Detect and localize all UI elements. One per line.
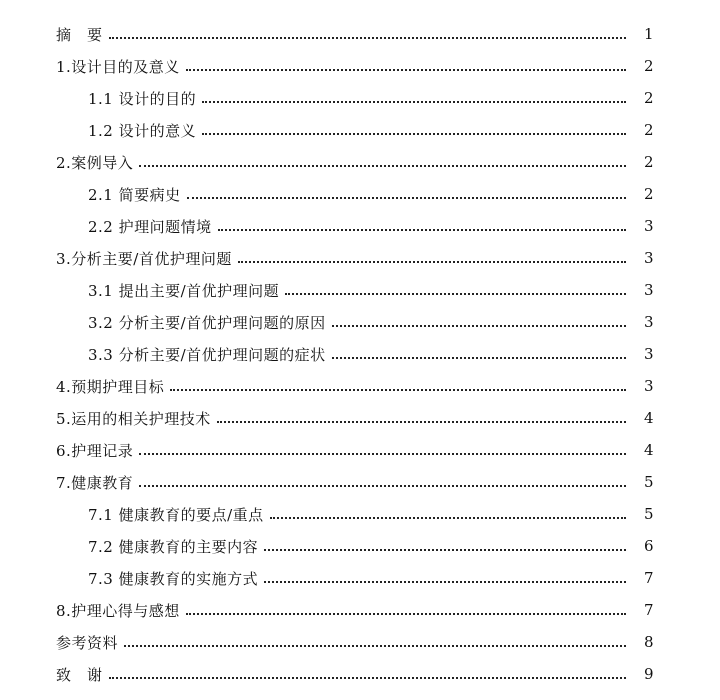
toc-row-reflections[interactable] xyxy=(0,594,720,626)
toc-page-number: 3 xyxy=(643,313,654,331)
toc-label: 2.2 护理问题情境 xyxy=(88,217,212,236)
toc-page-number: 5 xyxy=(643,473,654,491)
toc-page-number: 4 xyxy=(643,441,654,459)
toc-label: 2.1 简要病史 xyxy=(88,185,181,204)
toc-row-problem-causes[interactable] xyxy=(0,306,720,338)
toc-leader-dots xyxy=(270,507,626,522)
toc-label: 2.案例导入 xyxy=(56,153,134,172)
toc-leader-dots xyxy=(170,379,626,394)
toc-leader-dots xyxy=(285,283,626,298)
toc-row-case-intro[interactable] xyxy=(0,146,720,178)
toc-leader-dots xyxy=(186,603,626,618)
toc-label: 参考资料 xyxy=(56,633,119,652)
toc-leader-dots xyxy=(202,91,626,106)
toc-page-number: 7 xyxy=(643,601,654,619)
toc-page-number: 3 xyxy=(643,249,654,267)
toc-leader-dots xyxy=(264,571,626,586)
toc-label: 8.护理心得与感想 xyxy=(56,601,180,620)
toc-leader-dots xyxy=(217,411,626,426)
toc-page-number: 2 xyxy=(643,153,654,171)
toc-label: 摘 要 xyxy=(56,25,103,44)
toc-row-problem-symptoms[interactable] xyxy=(0,338,720,370)
toc-row-analyze-problem[interactable] xyxy=(0,242,720,274)
toc-page-number: 5 xyxy=(643,505,654,523)
toc-page-number: 3 xyxy=(643,345,654,363)
toc-page-number: 8 xyxy=(643,633,654,651)
toc-label: 致 谢 xyxy=(56,665,103,684)
toc-page-number: 2 xyxy=(643,121,654,139)
toc-row-references[interactable] xyxy=(0,626,720,658)
toc-page-number: 3 xyxy=(643,377,654,395)
toc-leader-dots xyxy=(109,27,626,42)
toc-leader-dots xyxy=(139,155,626,170)
toc-row-design-meaning[interactable] xyxy=(0,114,720,146)
toc-row-abstract[interactable] xyxy=(0,18,720,50)
toc-row-nursing-scenario[interactable] xyxy=(0,210,720,242)
toc-label: 7.健康教育 xyxy=(56,473,134,492)
toc-label: 6.护理记录 xyxy=(56,441,134,460)
toc-leader-dots xyxy=(332,347,626,362)
toc-row-education-key-points[interactable] xyxy=(0,498,720,530)
toc-leader-dots xyxy=(264,539,626,554)
toc-label: 3.分析主要/首优护理问题 xyxy=(56,249,232,268)
toc-label: 3.2 分析主要/首优护理问题的原因 xyxy=(88,313,326,332)
toc-row-propose-problem[interactable] xyxy=(0,274,720,306)
toc-leader-dots xyxy=(218,219,626,234)
toc-row-nursing-goals[interactable] xyxy=(0,370,720,402)
toc-row-education-content[interactable] xyxy=(0,530,720,562)
toc-row-design-goal[interactable] xyxy=(0,82,720,114)
toc-page-number: 9 xyxy=(643,665,654,683)
toc-label: 7.1 健康教育的要点/重点 xyxy=(88,505,264,524)
toc-leader-dots xyxy=(187,187,626,202)
toc-leader-dots xyxy=(139,443,626,458)
toc-row-nursing-records[interactable] xyxy=(0,434,720,466)
toc-row-acknowledgements[interactable] xyxy=(0,658,720,690)
toc-label: 3.1 提出主要/首优护理问题 xyxy=(88,281,280,300)
toc-page-number: 1 xyxy=(643,25,654,43)
toc-leader-dots xyxy=(238,251,626,266)
toc-leader-dots xyxy=(186,59,626,74)
toc-page-number: 3 xyxy=(643,281,654,299)
toc-page-number: 2 xyxy=(643,89,654,107)
toc-leader-dots xyxy=(124,635,626,650)
toc-page-number: 7 xyxy=(643,569,654,587)
toc-row-brief-history[interactable] xyxy=(0,178,720,210)
toc-leader-dots xyxy=(139,475,626,490)
toc-row-design-purpose[interactable] xyxy=(0,50,720,82)
toc-page-number: 2 xyxy=(643,57,654,75)
toc-row-education-methods[interactable] xyxy=(0,562,720,594)
toc-page-number: 2 xyxy=(643,185,654,203)
toc-row-health-education[interactable] xyxy=(0,466,720,498)
toc-leader-dots xyxy=(332,315,626,330)
toc-label: 1.设计目的及意义 xyxy=(56,57,180,76)
toc-label: 1.1 设计的目的 xyxy=(88,89,197,108)
toc-page-number: 6 xyxy=(643,537,654,555)
toc-leader-dots xyxy=(109,667,626,682)
toc-page-number: 4 xyxy=(643,409,654,427)
toc-label: 7.3 健康教育的实施方式 xyxy=(88,569,259,588)
toc-label: 1.2 设计的意义 xyxy=(88,121,197,140)
toc-leader-dots xyxy=(202,123,626,138)
toc-label: 5.运用的相关护理技术 xyxy=(56,409,211,428)
toc-label: 7.2 健康教育的主要内容 xyxy=(88,537,259,556)
toc-label: 4.预期护理目标 xyxy=(56,377,165,396)
toc-row-nursing-techniques[interactable] xyxy=(0,402,720,434)
toc-page-number: 3 xyxy=(643,217,654,235)
toc-label: 3.3 分析主要/首优护理问题的症状 xyxy=(88,345,326,364)
